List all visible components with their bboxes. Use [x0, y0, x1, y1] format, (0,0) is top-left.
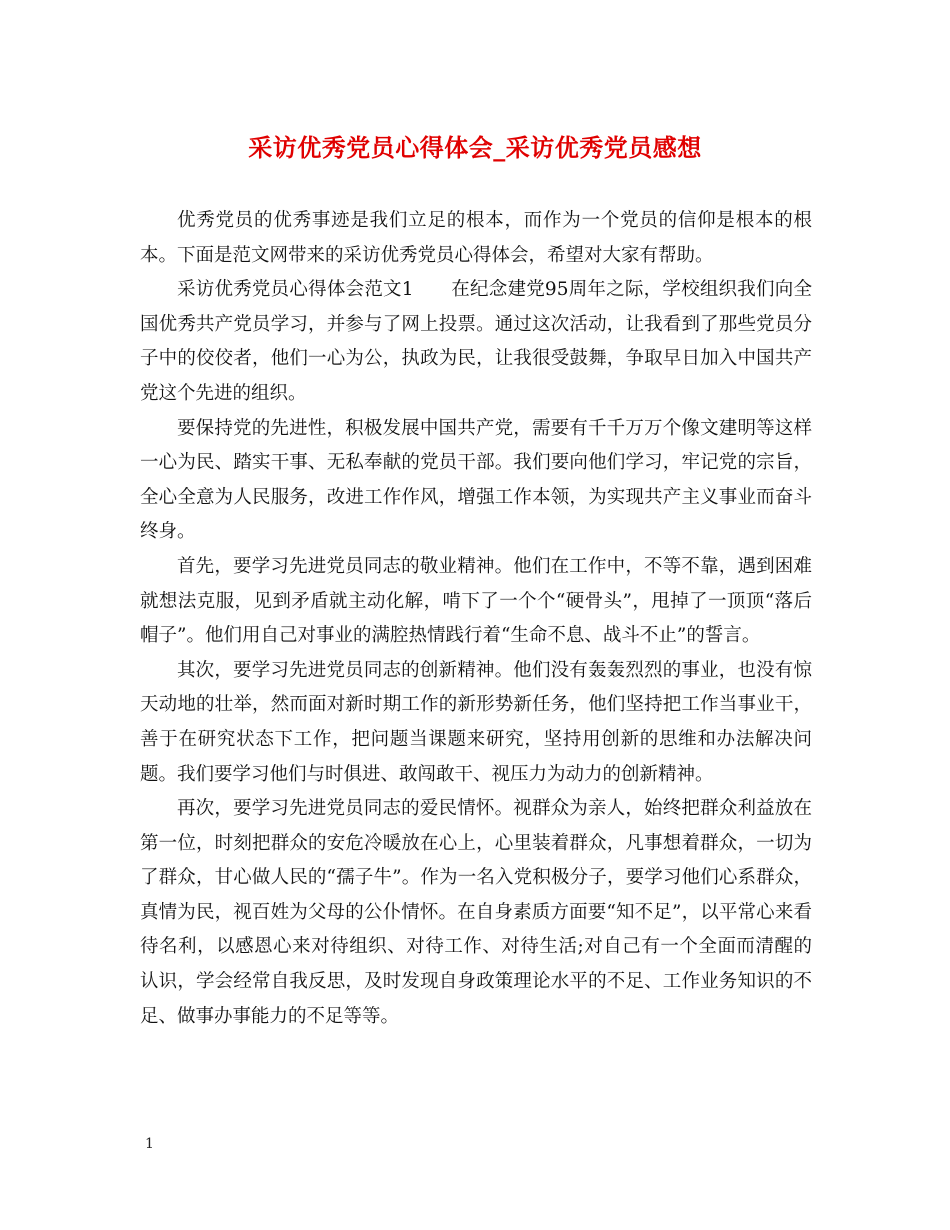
paragraph-sample-1: 采访优秀党员心得体会范文1 在纪念建党95周年之际，学校组织我们向全国优秀共产党员学习，并参与了网上投票。通过这次活动，让我看到了那些党员分子中的佼佼者，他们一心为公，执政为民，让我很受鼓舞，争取早日加入中国共产党这个先进的组织。 — [140, 279, 812, 404]
paragraph-intro: 优秀党员的优秀事迹是我们立足的根本，而作为一个党员的信仰是根本的根本。下面是范文网带来的采访优秀党员心得体会，希望对大家有帮助。 — [140, 210, 812, 266]
paragraph-care-for-people: 再次，要学习先进党员同志的爱民情怀。视群众为亲人，始终把群众利益放在第一位，时刻把群众的安危冷暖放在心上，心里装着群众，凡事想着群众，一切为了群众，甘心做人民的“孺子牛”。作为一名入党积极分子，要学习他们心系群众，真情为民，视百姓为父母的公仆情怀。在自身素质方面要“知不足”，以平常心来看待名利，以感恩心来对待组织、对待工作、对待生活;对自己有一个全面而清醒的认识，学会经常自我反思，及时发现自身政策理论水平的不足、工作业务知识的不足、做事办事能力的不足等等。 — [140, 798, 812, 1027]
page-number: 1 — [145, 1136, 154, 1152]
paragraph-dedication: 首先，要学习先进党员同志的敬业精神。他们在工作中，不等不靠，遇到困难就想法克服，见到矛盾就主动化解，啃下了一个个“硬骨头”，甩掉了一顶顶“落后帽子”。他们用自己对事业的满腔热情践行着“生命不息、战斗不止”的誓言。 — [140, 555, 812, 647]
paragraph-advancement: 要保持党的先进性，积极发展中国共产党，需要有千千万万个像文建明等这样一心为民、踏实干事、无私奉献的党员干部。我们要向他们学习，牢记党的宗旨，全心全意为人民服务，改进工作作风，增强工作本领，为实现共产主义事业而奋斗终身。 — [140, 417, 812, 543]
paragraph-innovation: 其次，要学习先进党员同志的创新精神。他们没有轰轰烈烈的事业，也没有惊天动地的壮举，然而面对新时期工作的新形势新任务，他们坚持把工作当事业干，善于在研究状态下工作，把问题当课题来研究，坚持用创新的思维和办法解决问题。我们要学习他们与时俱进、敢闯敢干、视压力为动力的创新精神。 — [140, 659, 812, 785]
document-body — [140, 204, 812, 1034]
document-title: 采访优秀党员心得体会_采访优秀党员感想 — [248, 133, 702, 162]
